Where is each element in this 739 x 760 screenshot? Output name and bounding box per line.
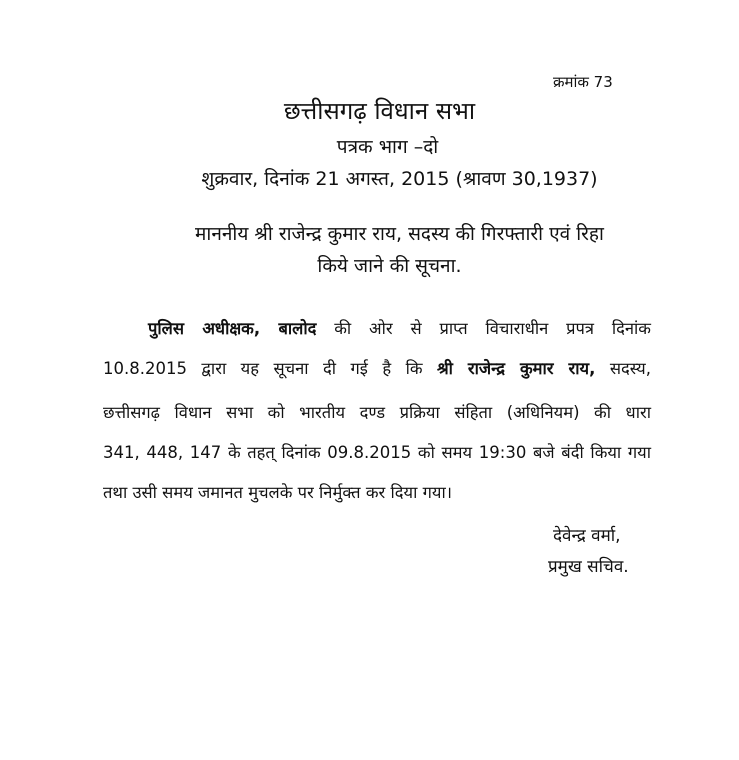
paragraph-line-2 (103, 356, 651, 379)
document-title: छत्तीसगढ़ विधान सभा (283, 97, 476, 125)
notice-heading-line-1: माननीय श्री राजेन्द्र कुमार राय, सदस्य की गिरफ्तारी एवं रिहा (195, 223, 604, 245)
paragraph-line-1-rest: की ओर से प्राप्त विचाराधीन प्रपत्र दिनांक (316, 319, 651, 338)
paragraph-line-5: तथा उसी समय जमानत मुचलके पर निर्मुक्त कर दिया गया। (103, 483, 452, 502)
serial-number: क्रमांक 73 (553, 73, 613, 91)
document-dateline: शुक्रवार, दिनांक 21 अगस्त, 2015 (श्रावण 30,1937) (201, 168, 598, 190)
signatory-name: देवेन्द्र वर्मा, (553, 526, 621, 546)
signatory-designation: प्रमुख सचिव. (548, 557, 629, 577)
paragraph-line-2-start: 10.8.2015 द्वारा यह सूचना दी गई है कि (103, 359, 437, 378)
paragraph-line-2-bold: श्री राजेन्द्र कुमार राय, (436, 359, 596, 378)
document-subtitle: पत्रक भाग –दो (336, 136, 439, 158)
notice-heading-line-2: किये जाने की सूचना. (317, 255, 462, 277)
paragraph-line-4: 341, 448, 147 के तहत् दिनांक 09.8.2015 को समय 19:30 बजे बंदी किया गया (103, 443, 651, 462)
paragraph-line-2-end: सदस्य, (595, 359, 651, 378)
paragraph-line-1 (148, 316, 651, 339)
paragraph-line-3: छत्तीसगढ़ विधान सभा को भारतीय दण्ड प्रक्रिया संहिता (अधिनियम) की धारा (103, 403, 651, 422)
paragraph-line-1-bold: पुलिस अधीक्षक, बालोद (148, 319, 317, 338)
